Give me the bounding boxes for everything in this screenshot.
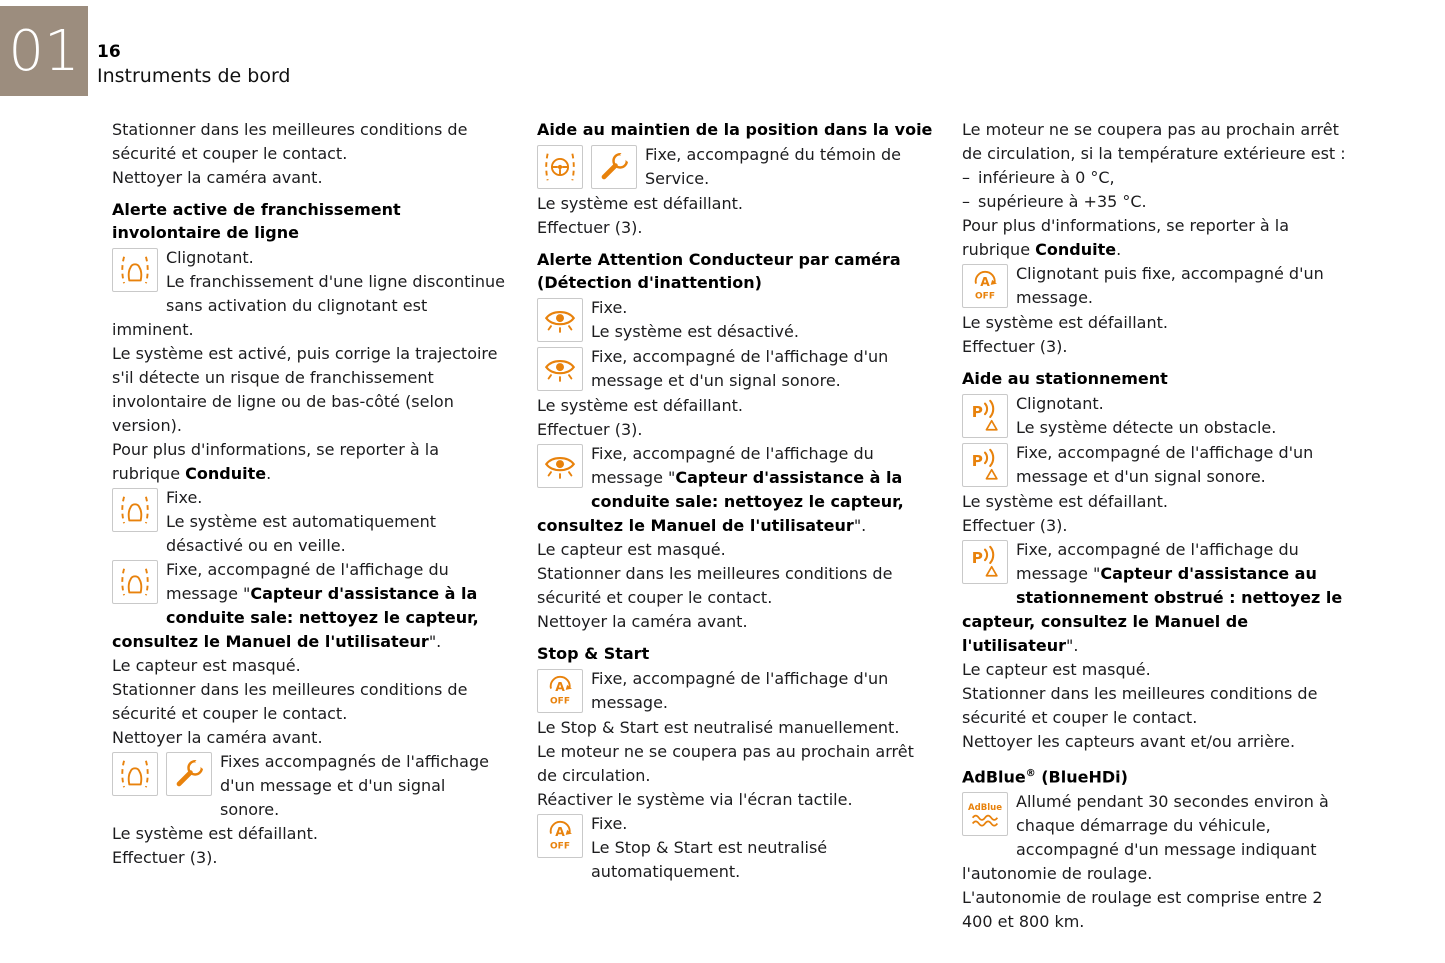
text-segment: Le Stop & Start est neutralisé manuellement. xyxy=(537,718,900,737)
text-segment: Pour plus d'informations, se reporter à la rubrique xyxy=(112,440,440,483)
stop-start-off-icon xyxy=(537,814,583,858)
text-segment: Clignotant puis fixe, accompagné d'un message. xyxy=(1016,264,1324,307)
text-segment: ® xyxy=(1025,768,1036,779)
content-columns xyxy=(112,118,1358,934)
column-3 xyxy=(962,118,1358,934)
text-segment: ". xyxy=(1065,636,1079,655)
text-segment: – supérieure à +35 °C. xyxy=(962,192,1147,211)
text-segment: Fixe. xyxy=(591,814,628,833)
text-segment: Le système est activé, puis corrige la trajectoire s'il détecte un risque de franchissement involontaire de ligne ou de bas-côté (selon version). xyxy=(112,344,498,435)
lane-departure-icon xyxy=(112,560,158,604)
text-segment: Capteur d'assistance à la conduite sale: nettoyez le capteur, consultez le Manuel de l'utilisateur xyxy=(112,584,479,651)
text-segment: Effectuer (3). xyxy=(537,420,643,439)
paragraph xyxy=(962,886,1358,934)
text-segment: Fixe, accompagné de l'affichage d'un message. xyxy=(591,669,889,712)
paragraph xyxy=(537,610,933,634)
section-heading xyxy=(537,248,933,294)
paragraph xyxy=(962,118,1358,166)
wrench-icon xyxy=(166,752,212,796)
text-segment: Nettoyer la caméra avant. xyxy=(112,728,323,747)
svg-text:A: A xyxy=(980,275,990,289)
section-title: Instruments de bord xyxy=(97,65,291,87)
text-segment: Fixe, accompagné de l'affichage du message " xyxy=(591,444,874,487)
text-segment: Stop & Start xyxy=(537,644,650,663)
text-segment: Le Stop & Start est neutralisé automatiquement. xyxy=(591,838,828,881)
text-segment: Effectuer (3). xyxy=(112,848,218,867)
indicator-block xyxy=(962,538,1358,658)
text-segment: ". xyxy=(428,632,442,651)
indicator-block xyxy=(537,345,933,393)
text-segment: Le système est défaillant. xyxy=(112,824,318,843)
indicator-block xyxy=(962,262,1358,310)
lane-departure-icon xyxy=(112,488,158,532)
text-segment: Conduite xyxy=(185,464,267,483)
text-segment: Nettoyer les capteurs avant et/ou arrière. xyxy=(962,732,1296,751)
svg-text:A: A xyxy=(555,825,565,839)
paragraph xyxy=(537,394,933,418)
lane-departure-icon xyxy=(112,752,158,796)
page-number: 16 xyxy=(97,42,121,62)
indicator-block xyxy=(112,246,508,342)
paragraph xyxy=(112,678,508,726)
paragraph xyxy=(962,490,1358,514)
paragraph xyxy=(112,846,508,870)
text-segment: Fixe, accompagné de l'affichage d'un message et d'un signal sonore. xyxy=(1016,443,1314,486)
text-segment: Fixe, accompagné de l'affichage du message " xyxy=(1016,540,1299,583)
indicator-block xyxy=(537,442,933,538)
wrench-icon xyxy=(591,145,637,189)
parking-assist-icon xyxy=(962,443,1008,487)
text-segment: ". xyxy=(853,516,867,535)
text-segment: L'autonomie de roulage est comprise entre 2 400 et 800 km. xyxy=(962,888,1323,932)
svg-text:P: P xyxy=(971,402,983,421)
text-segment: (BlueHDi) xyxy=(1035,767,1128,787)
text-segment: Le capteur est masqué. xyxy=(962,660,1151,679)
stop-start-off-icon xyxy=(537,669,583,713)
text-segment: Effectuer (3). xyxy=(962,516,1068,535)
text-segment: Allumé pendant 30 secondes environ à chaque démarrage du véhicule, accompagné d'un message indiquant l'autonomie de roulage. xyxy=(962,792,1329,884)
svg-text:OFF: OFF xyxy=(550,696,570,707)
text-segment: Pour plus d'informations, se reporter à la rubrique xyxy=(962,216,1290,259)
lane-departure-icon xyxy=(112,248,158,292)
paragraph xyxy=(112,118,508,166)
header-text xyxy=(97,42,291,87)
svg-text:A: A xyxy=(555,680,565,694)
text-segment: Le moteur ne se coupera pas au prochain arrêt de circulation, si la température extérieure est : xyxy=(962,120,1346,163)
text-segment: Le système est désactivé. xyxy=(591,322,799,341)
text-segment: Fixe. xyxy=(591,298,628,317)
text-segment: Clignotant. xyxy=(1016,394,1104,413)
text-segment: Fixe. xyxy=(166,488,203,507)
paragraph xyxy=(962,682,1358,730)
paragraph xyxy=(962,514,1358,538)
section-heading xyxy=(962,367,1358,390)
paragraph xyxy=(537,716,933,740)
column-2 xyxy=(537,118,933,934)
paragraph xyxy=(537,216,933,240)
indicator-block xyxy=(962,790,1358,886)
lane-keep-icon xyxy=(537,145,583,189)
paragraph xyxy=(962,730,1358,754)
paragraph xyxy=(962,658,1358,682)
paragraph xyxy=(962,190,1358,214)
text-segment: – inférieure à 0 °C, xyxy=(962,168,1115,187)
text-segment: Le système est défaillant. xyxy=(537,396,743,415)
indicator-block xyxy=(112,750,508,822)
text-segment: . xyxy=(266,464,272,483)
text-segment: Stationner dans les meilleures conditions de sécurité et couper le contact. xyxy=(112,120,468,163)
text-segment: Nettoyer la caméra avant. xyxy=(112,168,323,187)
paragraph xyxy=(537,562,933,610)
text-segment: Effectuer (3). xyxy=(537,218,643,237)
text-segment: Le système détecte un obstacle. xyxy=(1016,418,1277,437)
svg-text:P: P xyxy=(971,451,983,470)
text-segment: Capteur d'assistance au stationnement obstrué : nettoyez le capteur, consultez le Manuel de l'utilisateur xyxy=(962,564,1343,655)
svg-text:P: P xyxy=(971,548,983,567)
text-segment: Stationner dans les meilleures conditions de sécurité et couper le contact. xyxy=(537,564,893,607)
paragraph xyxy=(537,740,933,788)
text-segment: AdBlue xyxy=(962,767,1026,787)
paragraph xyxy=(537,418,933,442)
text-segment: Stationner dans les meilleures conditions de sécurité et couper le contact. xyxy=(962,684,1318,727)
text-segment: Le système est automatiquement désactivé ou en veille. xyxy=(166,512,436,555)
indicator-block xyxy=(537,143,933,191)
text-segment: Réactiver le système via l'écran tactile. xyxy=(537,790,853,809)
driver-attention-icon xyxy=(537,298,583,342)
text-segment: Fixe, accompagné du témoin de Service. xyxy=(645,145,901,188)
driver-attention-icon xyxy=(537,347,583,391)
text-segment: Effectuer (3). xyxy=(962,337,1068,356)
paragraph xyxy=(112,654,508,678)
svg-text:OFF: OFF xyxy=(975,291,995,302)
paragraph xyxy=(962,335,1358,359)
indicator-block xyxy=(962,441,1358,489)
paragraph xyxy=(537,538,933,562)
section-heading xyxy=(962,762,1358,788)
section-heading xyxy=(537,118,933,141)
paragraph xyxy=(112,166,508,190)
section-heading xyxy=(112,198,508,244)
paragraph xyxy=(112,438,508,486)
driver-attention-icon xyxy=(537,444,583,488)
column-1 xyxy=(112,118,508,934)
text-segment: Le système est défaillant. xyxy=(962,313,1168,332)
text-segment: Stationner dans les meilleures conditions de sécurité et couper le contact. xyxy=(112,680,468,723)
text-segment: Le capteur est masqué. xyxy=(112,656,301,675)
section-heading xyxy=(537,642,933,665)
chapter-number-tab: 01 xyxy=(0,6,88,96)
text-segment: Nettoyer la caméra avant. xyxy=(537,612,748,631)
parking-assist-icon xyxy=(962,540,1008,584)
paragraph xyxy=(112,342,508,438)
text-segment: Fixes accompagnés de l'affichage d'un message et d'un signal sonore. xyxy=(220,752,489,819)
text-segment: Fixe, accompagné de l'affichage du message " xyxy=(166,560,449,603)
text-segment: Capteur d'assistance à la conduite sale: nettoyez le capteur, consultez le Manuel de l'utilisateur xyxy=(537,468,904,535)
adblue-icon xyxy=(962,792,1008,836)
text-segment: Le système est défaillant. xyxy=(537,194,743,213)
text-segment: Le système est défaillant. xyxy=(962,492,1168,511)
text-segment: Clignotant. xyxy=(166,248,254,267)
text-segment: Le moteur ne se coupera pas au prochain arrêt de circulation. xyxy=(537,742,914,785)
paragraph xyxy=(537,192,933,216)
indicator-block xyxy=(112,558,508,654)
text-segment: Fixe, accompagné de l'affichage d'un message et d'un signal sonore. xyxy=(591,347,889,390)
paragraph xyxy=(112,822,508,846)
indicator-block xyxy=(112,486,508,558)
stop-start-off-icon xyxy=(962,264,1008,308)
paragraph xyxy=(962,311,1358,335)
text-segment: Le capteur est masqué. xyxy=(537,540,726,559)
indicator-block xyxy=(962,392,1358,440)
indicator-block xyxy=(537,667,933,715)
paragraph xyxy=(962,166,1358,190)
indicator-block xyxy=(537,296,933,344)
svg-text:AdBlue: AdBlue xyxy=(967,803,1003,814)
indicator-block xyxy=(537,812,933,884)
text-segment: . xyxy=(1116,240,1122,259)
text-segment: Conduite xyxy=(1035,240,1117,259)
text-segment: Le franchissement d'une ligne discontinue sans activation du clignotant est imminent. xyxy=(112,272,505,339)
parking-assist-icon xyxy=(962,394,1008,438)
text-segment: Alerte Attention Conducteur par caméra (Détection d'inattention) xyxy=(537,250,901,292)
paragraph xyxy=(537,788,933,812)
text-segment: Alerte active de franchissement involontaire de ligne xyxy=(112,200,401,242)
svg-text:OFF: OFF xyxy=(550,841,570,852)
text-segment: Aide au stationnement xyxy=(962,369,1168,388)
paragraph xyxy=(112,726,508,750)
text-segment: Aide au maintien de la position dans la voie xyxy=(537,120,933,139)
paragraph xyxy=(962,214,1358,262)
